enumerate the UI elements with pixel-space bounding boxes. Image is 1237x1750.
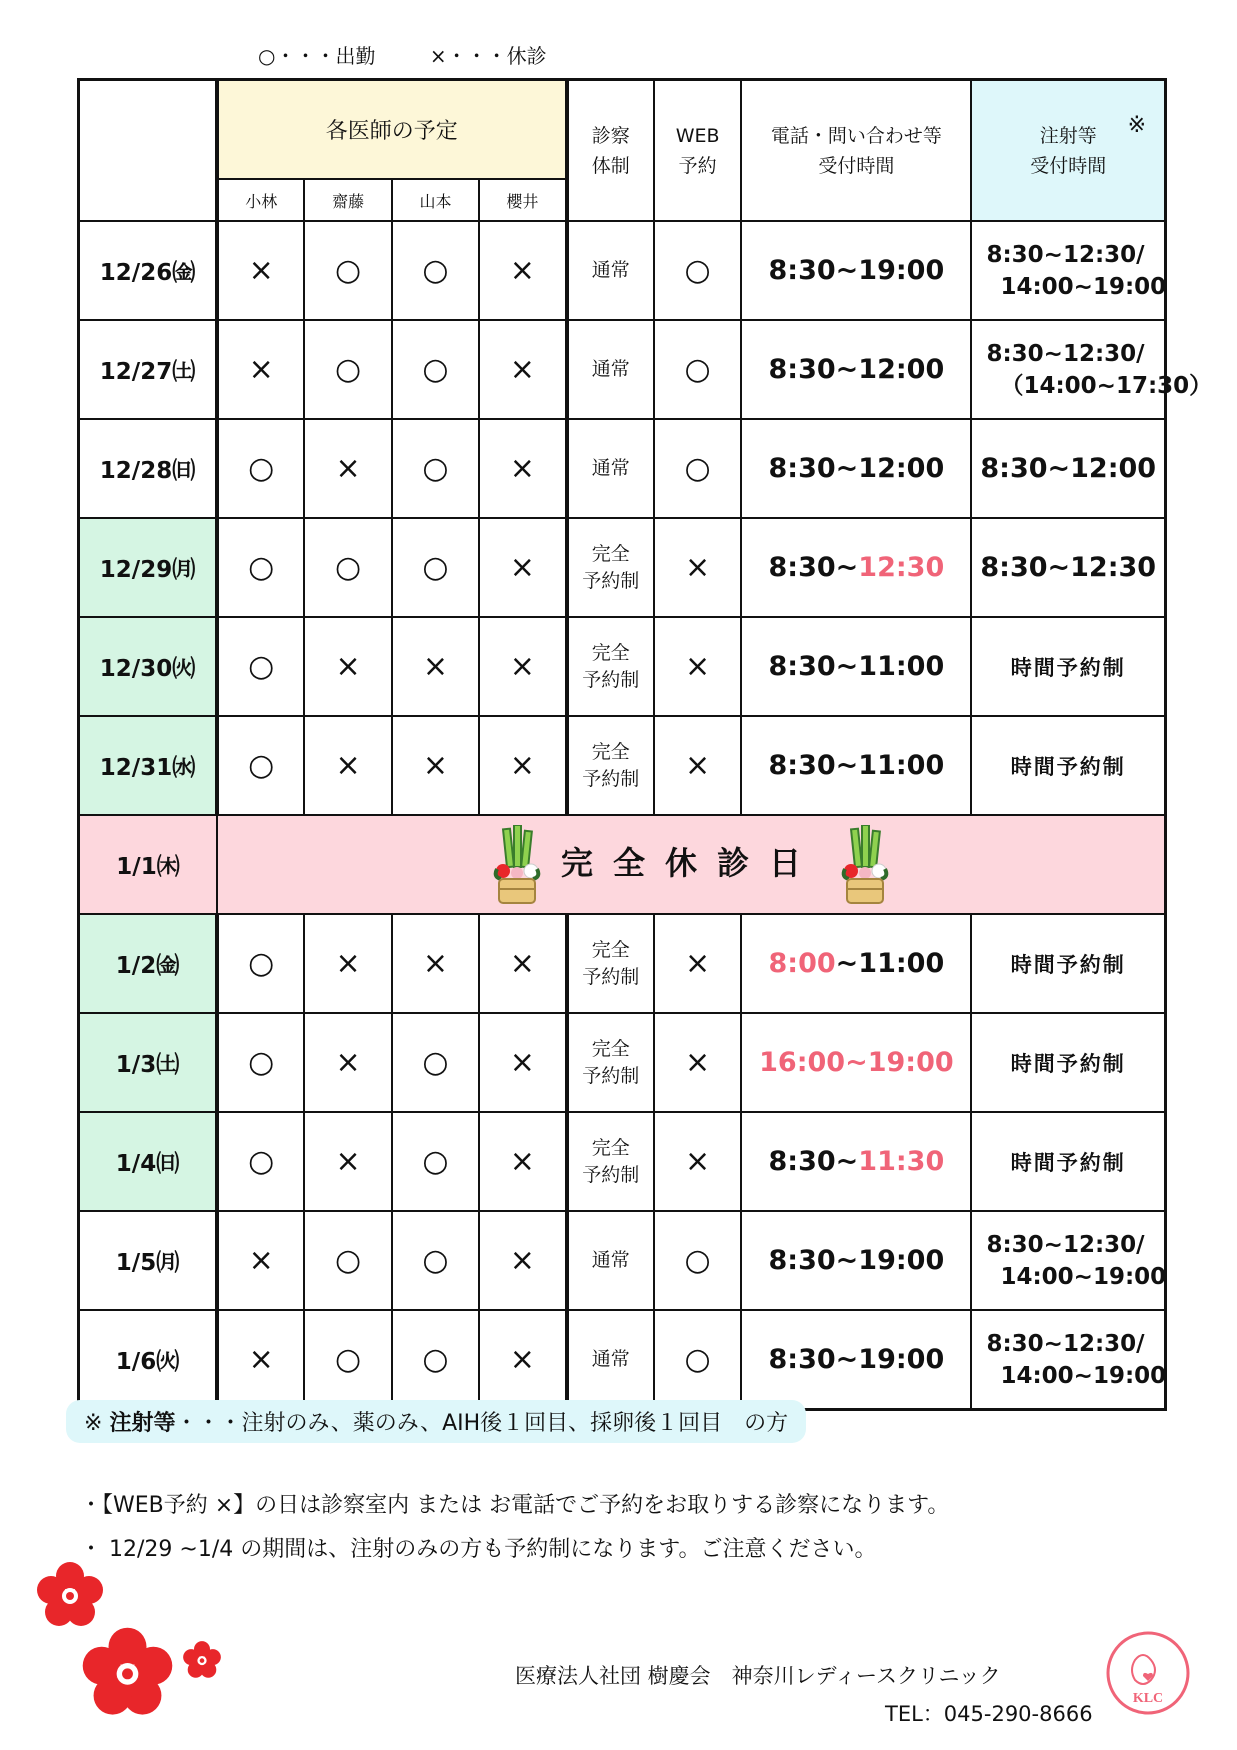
web-status-cell: ○	[654, 1211, 741, 1310]
schedule-row	[79, 518, 1166, 617]
doctor-status-cell: ×	[304, 617, 391, 716]
doctor-status-cell: ×	[479, 1013, 566, 1112]
doctor-status-cell: ×	[304, 1112, 391, 1211]
inj-hours-header-line2: 受付時間	[1030, 154, 1107, 177]
doctor-status-cell: ○	[392, 221, 479, 320]
doctor-kobayashi: 小林	[217, 179, 304, 221]
exam-system-text: 通常	[591, 1249, 630, 1271]
date-text: 1/3	[115, 1052, 157, 1078]
schedule-row	[79, 1013, 1166, 1112]
inj-hours-text: 8:30~12:30/	[986, 1231, 1145, 1258]
doctor-sakurai: 櫻井	[479, 179, 566, 221]
weekday-text: ㈰	[156, 1151, 180, 1177]
exam-system-cell	[567, 914, 654, 1013]
tel-hours-cell	[741, 221, 971, 320]
doctor-status-cell: ×	[304, 716, 391, 815]
clinic-tel: TEL：045-290-8666	[885, 1702, 1093, 1726]
weekday-text: ㈫	[156, 1349, 180, 1375]
tel-hours-part: 8:30~11:00	[768, 651, 945, 682]
notes-list	[80, 1484, 949, 1572]
tel-hours-header	[741, 80, 971, 222]
inj-hours-header	[971, 80, 1165, 222]
doctor-status-cell: ×	[479, 617, 566, 716]
date-text: 1/2	[115, 953, 157, 979]
tel-hours-header-line1: 電話・問い合わせ等	[770, 124, 942, 147]
schedule-table	[77, 78, 1213, 1411]
tel-hours-part: ~11:00	[835, 948, 945, 979]
doctor-status-cell: ○	[217, 419, 304, 518]
doctor-status-cell: ○	[217, 1112, 304, 1211]
doctor-status-cell: ×	[217, 1211, 304, 1310]
doctor-status-cell: ×	[479, 716, 566, 815]
web-status-cell: ×	[654, 914, 741, 1013]
doctors-title: 各医師の予定	[217, 80, 567, 180]
web-status-cell: ×	[654, 1112, 741, 1211]
schedule-row	[79, 617, 1166, 716]
weekday-text: ㈰	[172, 458, 196, 484]
weekday-text: ㈪	[172, 557, 196, 583]
schedule-row	[79, 914, 1166, 1013]
date-cell	[79, 914, 218, 1013]
holiday-closed-cell	[217, 815, 1165, 914]
exam-system-cell	[567, 1112, 654, 1211]
exam-system-text: 予約制	[582, 767, 640, 790]
inj-hours-cell: 時間予約制	[971, 914, 1165, 1013]
exam-system-text: 完全	[591, 740, 630, 763]
date-cell	[79, 320, 218, 419]
date-cell	[79, 518, 218, 617]
logo-text: KLC	[1132, 1691, 1164, 1706]
doctor-status-cell: ○	[392, 419, 479, 518]
inj-note-mark: ※	[1127, 113, 1146, 138]
exam-system-cell	[567, 518, 654, 617]
doctor-status-cell: ×	[479, 320, 566, 419]
doctor-status-cell: ×	[304, 1013, 391, 1112]
doctor-status-cell: ×	[479, 221, 566, 320]
plum-flower-icon	[35, 1560, 105, 1630]
date-text: 12/26	[99, 260, 173, 286]
web-status-cell: ×	[654, 716, 741, 815]
web-status-cell: ○	[654, 320, 741, 419]
tel-hours-cell	[741, 617, 971, 716]
date-cell	[79, 716, 218, 815]
date-cell	[79, 815, 218, 914]
tel-hours-cell	[741, 1211, 971, 1310]
exam-system-text: 通常	[591, 457, 630, 479]
exam-system-text: 完全	[591, 1037, 630, 1060]
exam-system-text: 通常	[591, 259, 630, 281]
date-cell	[79, 1211, 218, 1310]
exam-system-text: 完全	[591, 1136, 630, 1159]
doctor-status-cell: ○	[304, 1310, 391, 1410]
doctor-status-cell: ○	[392, 320, 479, 419]
exam-system-text: 予約制	[582, 668, 640, 691]
legend-present: ○・・・出勤	[258, 44, 376, 68]
weekday-text: ㈪	[156, 1250, 180, 1276]
doctor-status-cell: ×	[392, 716, 479, 815]
web-status-cell: ×	[654, 518, 741, 617]
note-title: 注射等	[109, 1411, 176, 1436]
tel-hours-header-line2: 受付時間	[818, 154, 895, 177]
schedule-row	[79, 419, 1166, 518]
doctor-yamamoto: 山本	[392, 179, 479, 221]
doctor-status-cell: ○	[217, 1013, 304, 1112]
doctor-status-cell: ○	[217, 914, 304, 1013]
inj-hours-text: （14:00~17:30）	[1000, 372, 1213, 399]
date-text: 1/1	[116, 854, 157, 880]
tel-hours-cell	[741, 518, 971, 617]
web-status-cell: ○	[654, 419, 741, 518]
exam-system-text: 完全	[591, 938, 630, 961]
tel-hours-part: 8:30~19:00	[768, 255, 945, 286]
doctor-status-cell: ×	[479, 1112, 566, 1211]
inj-hours-cell	[971, 419, 1165, 518]
schedule-row	[79, 1112, 1166, 1211]
kadomatsu-icon	[491, 825, 543, 905]
doctor-status-cell: ○	[392, 1211, 479, 1310]
doctor-status-cell: ×	[392, 617, 479, 716]
doctor-status-cell: ×	[304, 914, 391, 1013]
klc-logo-icon	[1105, 1630, 1191, 1716]
doctor-status-cell: ○	[392, 1112, 479, 1211]
inj-hours-cell: 時間予約制	[971, 1013, 1165, 1112]
plum-flower-large-icon	[80, 1625, 175, 1720]
web-status-cell: ○	[654, 221, 741, 320]
legend-closed: ×・・・休診	[429, 44, 547, 68]
exam-system-cell	[567, 1211, 654, 1310]
doctor-status-cell: ○	[392, 1310, 479, 1410]
note-text: ・・・注射のみ、薬のみ、AIH後１回目、採卵後１回目 の方	[175, 1411, 789, 1436]
inj-hours-cell	[971, 221, 1165, 320]
inj-hours-text: 8:30~12:30/	[986, 241, 1145, 268]
inj-hours-text: 8:30~12:00	[980, 452, 1157, 484]
note-mark: ※	[84, 1411, 103, 1436]
exam-system-text: 完全	[591, 641, 630, 664]
tel-hours-part: 8:30~	[768, 552, 859, 583]
exam-system-header-line2: 体制	[591, 154, 630, 177]
tel-hours-cell	[741, 1112, 971, 1211]
note-bullet-web: ・【WEB予約 ×】の日は診察室内 または お電話でご予約をお取りする診察になります。	[80, 1493, 950, 1518]
inj-hours-cell	[971, 1310, 1165, 1410]
tel-hours-part: 11:30	[858, 1146, 945, 1177]
doctor-saito: 齋藤	[304, 179, 391, 221]
tel-hours-cell	[741, 1013, 971, 1112]
weekday-text: ㈭	[156, 854, 180, 880]
inj-hours-cell	[971, 518, 1165, 617]
doctor-status-cell: ×	[479, 518, 566, 617]
exam-system-cell	[567, 1310, 654, 1410]
doctor-status-cell: ×	[479, 1310, 566, 1410]
exam-system-text: 予約制	[582, 1064, 640, 1087]
date-text: 12/28	[99, 458, 173, 484]
date-text: 12/27	[99, 359, 173, 385]
exam-system-cell	[567, 320, 654, 419]
inj-hours-cell: 時間予約制	[971, 617, 1165, 716]
doctor-status-cell: ×	[217, 320, 304, 419]
tel-hours-cell	[741, 1310, 971, 1410]
kadomatsu-icon	[839, 825, 891, 905]
inj-hours-text: 14:00~19:00	[1000, 273, 1167, 300]
schedule-row	[79, 1211, 1166, 1310]
exam-system-cell	[567, 1013, 654, 1112]
web-header-line2: 予約	[678, 154, 717, 177]
schedule-row	[79, 1310, 1166, 1410]
web-status-cell: ×	[654, 617, 741, 716]
schedule-row	[79, 320, 1166, 419]
doctor-status-cell: ○	[217, 617, 304, 716]
tel-hours-part: 8:30~12:00	[768, 453, 945, 484]
date-cell	[79, 617, 218, 716]
inj-hours-cell	[971, 320, 1213, 419]
exam-system-cell	[567, 221, 654, 320]
inj-hours-text: 8:30~12:30/	[986, 340, 1145, 367]
schedule-row	[79, 716, 1166, 815]
tel-hours-part: 8:30~11:00	[768, 750, 945, 781]
doctor-status-cell: ○	[304, 320, 391, 419]
doctor-status-cell: ×	[479, 1211, 566, 1310]
holiday-row	[79, 815, 1166, 914]
web-header	[654, 80, 741, 222]
corner-cell	[79, 80, 218, 222]
exam-system-text: 完全	[591, 542, 630, 565]
date-cell	[79, 1013, 218, 1112]
date-text: 1/4	[115, 1151, 157, 1177]
weekday-text: ㈬	[172, 755, 196, 781]
exam-system-text: 予約制	[582, 1163, 640, 1186]
doctor-status-cell: ○	[304, 1211, 391, 1310]
exam-system-cell	[567, 716, 654, 815]
schedule-row	[79, 221, 1166, 320]
legend	[258, 40, 595, 69]
tel-hours-part: 16:00~19:00	[759, 1047, 954, 1078]
exam-system-text: 通常	[591, 358, 630, 380]
doctor-status-cell: ○	[217, 716, 304, 815]
doctor-status-cell: ○	[304, 518, 391, 617]
tel-hours-part: 8:30~	[768, 1146, 859, 1177]
note-bullet-period: ・ 12/29 ~1/4 の期間は、注射のみの方も予約制になります。ご注意ください。	[80, 1537, 877, 1562]
injection-note	[66, 1400, 806, 1443]
web-header-line1: WEB	[675, 124, 720, 147]
inj-hours-text: 8:30~12:30	[980, 551, 1157, 583]
plum-flower-small-icon	[182, 1640, 222, 1680]
doctor-status-cell: ×	[479, 419, 566, 518]
doctor-status-cell: ×	[479, 914, 566, 1013]
tel-hours-cell	[741, 716, 971, 815]
exam-system-text: 予約制	[582, 965, 640, 988]
exam-system-header	[567, 80, 654, 222]
date-text: 12/31	[99, 755, 173, 781]
web-status-cell: ×	[654, 1013, 741, 1112]
weekday-text: ㈯	[172, 359, 196, 385]
inj-hours-text: 14:00~19:00	[1000, 1362, 1167, 1389]
inj-hours-header-line1: 注射等	[1039, 124, 1097, 147]
inj-hours-text: 8:30~12:30/	[986, 1330, 1145, 1357]
doctor-status-cell: ○	[217, 518, 304, 617]
exam-system-cell	[567, 617, 654, 716]
weekday-text: ㈯	[156, 1052, 180, 1078]
inj-hours-text: 14:00~19:00	[1000, 1263, 1167, 1290]
date-cell	[79, 1310, 218, 1410]
inj-hours-cell: 時間予約制	[971, 1112, 1165, 1211]
tel-hours-cell	[741, 320, 971, 419]
date-cell	[79, 1112, 218, 1211]
weekday-text: ㈫	[172, 656, 196, 682]
tel-hours-part: 8:30~12:00	[768, 354, 945, 385]
weekday-text: ㈮	[172, 260, 196, 286]
tel-hours-part: 8:00	[768, 948, 836, 979]
date-text: 12/30	[99, 656, 173, 682]
exam-system-cell	[567, 419, 654, 518]
footer	[515, 1657, 1093, 1733]
clinic-name: 医療法人社団 樹慶会 神奈川レディースクリニック	[515, 1664, 1001, 1688]
doctor-status-cell: ×	[304, 419, 391, 518]
tel-hours-part: 8:30~19:00	[768, 1245, 945, 1276]
inj-hours-cell	[971, 1211, 1165, 1310]
tel-hours-cell	[741, 419, 971, 518]
doctor-status-cell: ×	[217, 1310, 304, 1410]
doctor-status-cell: ×	[392, 914, 479, 1013]
web-status-cell: ○	[654, 1310, 741, 1410]
doctor-status-cell: ○	[304, 221, 391, 320]
tel-hours-part: 8:30~19:00	[768, 1344, 945, 1375]
exam-system-text: 予約制	[582, 569, 640, 592]
doctor-status-cell: ×	[217, 221, 304, 320]
date-text: 1/5	[115, 1250, 157, 1276]
doctor-status-cell: ○	[392, 1013, 479, 1112]
tel-hours-cell	[741, 914, 971, 1013]
exam-system-text: 通常	[591, 1348, 630, 1370]
date-cell	[79, 419, 218, 518]
inj-hours-cell: 時間予約制	[971, 716, 1165, 815]
tel-hours-part: 12:30	[858, 552, 945, 583]
exam-system-header-line1: 診察	[591, 124, 630, 147]
doctor-status-cell: ○	[392, 518, 479, 617]
holiday-label: 完全休診日	[561, 843, 822, 882]
date-text: 1/6	[115, 1349, 157, 1375]
date-cell	[79, 221, 218, 320]
weekday-text: ㈮	[156, 953, 180, 979]
date-text: 12/29	[99, 557, 173, 583]
